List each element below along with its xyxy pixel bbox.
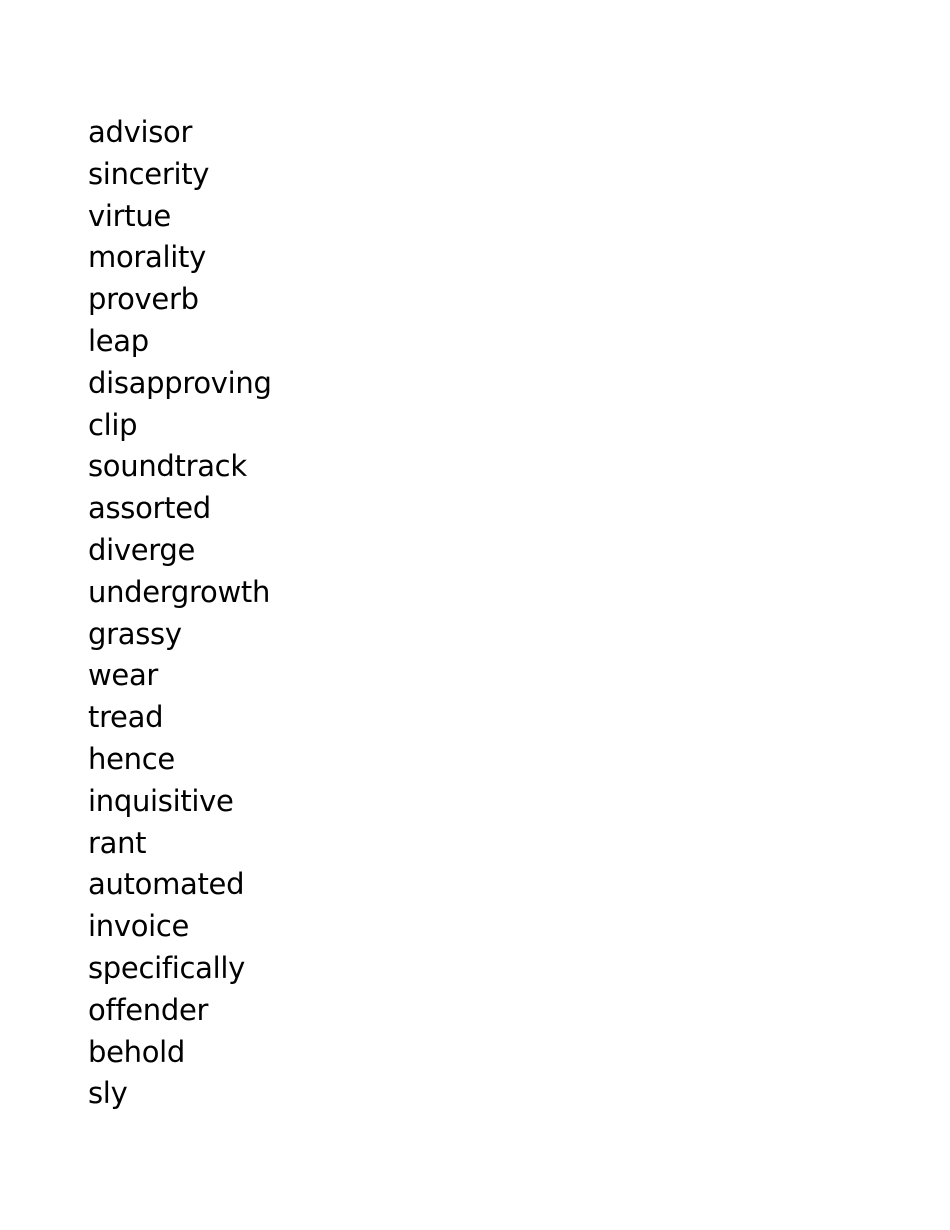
word-item: advisor: [88, 115, 193, 149]
word-item: virtue: [88, 198, 171, 233]
word-item: specifically: [88, 950, 246, 985]
word-item: proverb: [88, 282, 199, 317]
word-item: grassy: [88, 616, 182, 651]
word-item: diverge: [88, 532, 196, 567]
word-item: offender: [88, 992, 209, 1027]
word-item: automated: [88, 867, 245, 902]
word-item: behold: [88, 1034, 186, 1069]
word-item: sincerity: [88, 156, 210, 191]
word-item: hence: [88, 741, 175, 776]
word-item: clip: [88, 407, 138, 442]
word-item: leap: [88, 323, 149, 358]
word-item: morality: [88, 240, 206, 275]
word-item: undergrowth: [88, 574, 271, 609]
word-item: wear: [88, 658, 159, 693]
word-item: soundtrack: [88, 449, 247, 484]
word-item: disapproving: [88, 365, 272, 400]
word-list: [88, 112, 272, 1115]
word-item: assorted: [88, 491, 211, 526]
word-item: sly: [88, 1076, 128, 1111]
word-item: tread: [88, 700, 164, 735]
word-item: rant: [88, 825, 147, 860]
word-item: inquisitive: [88, 783, 234, 818]
word-item: invoice: [88, 909, 190, 944]
